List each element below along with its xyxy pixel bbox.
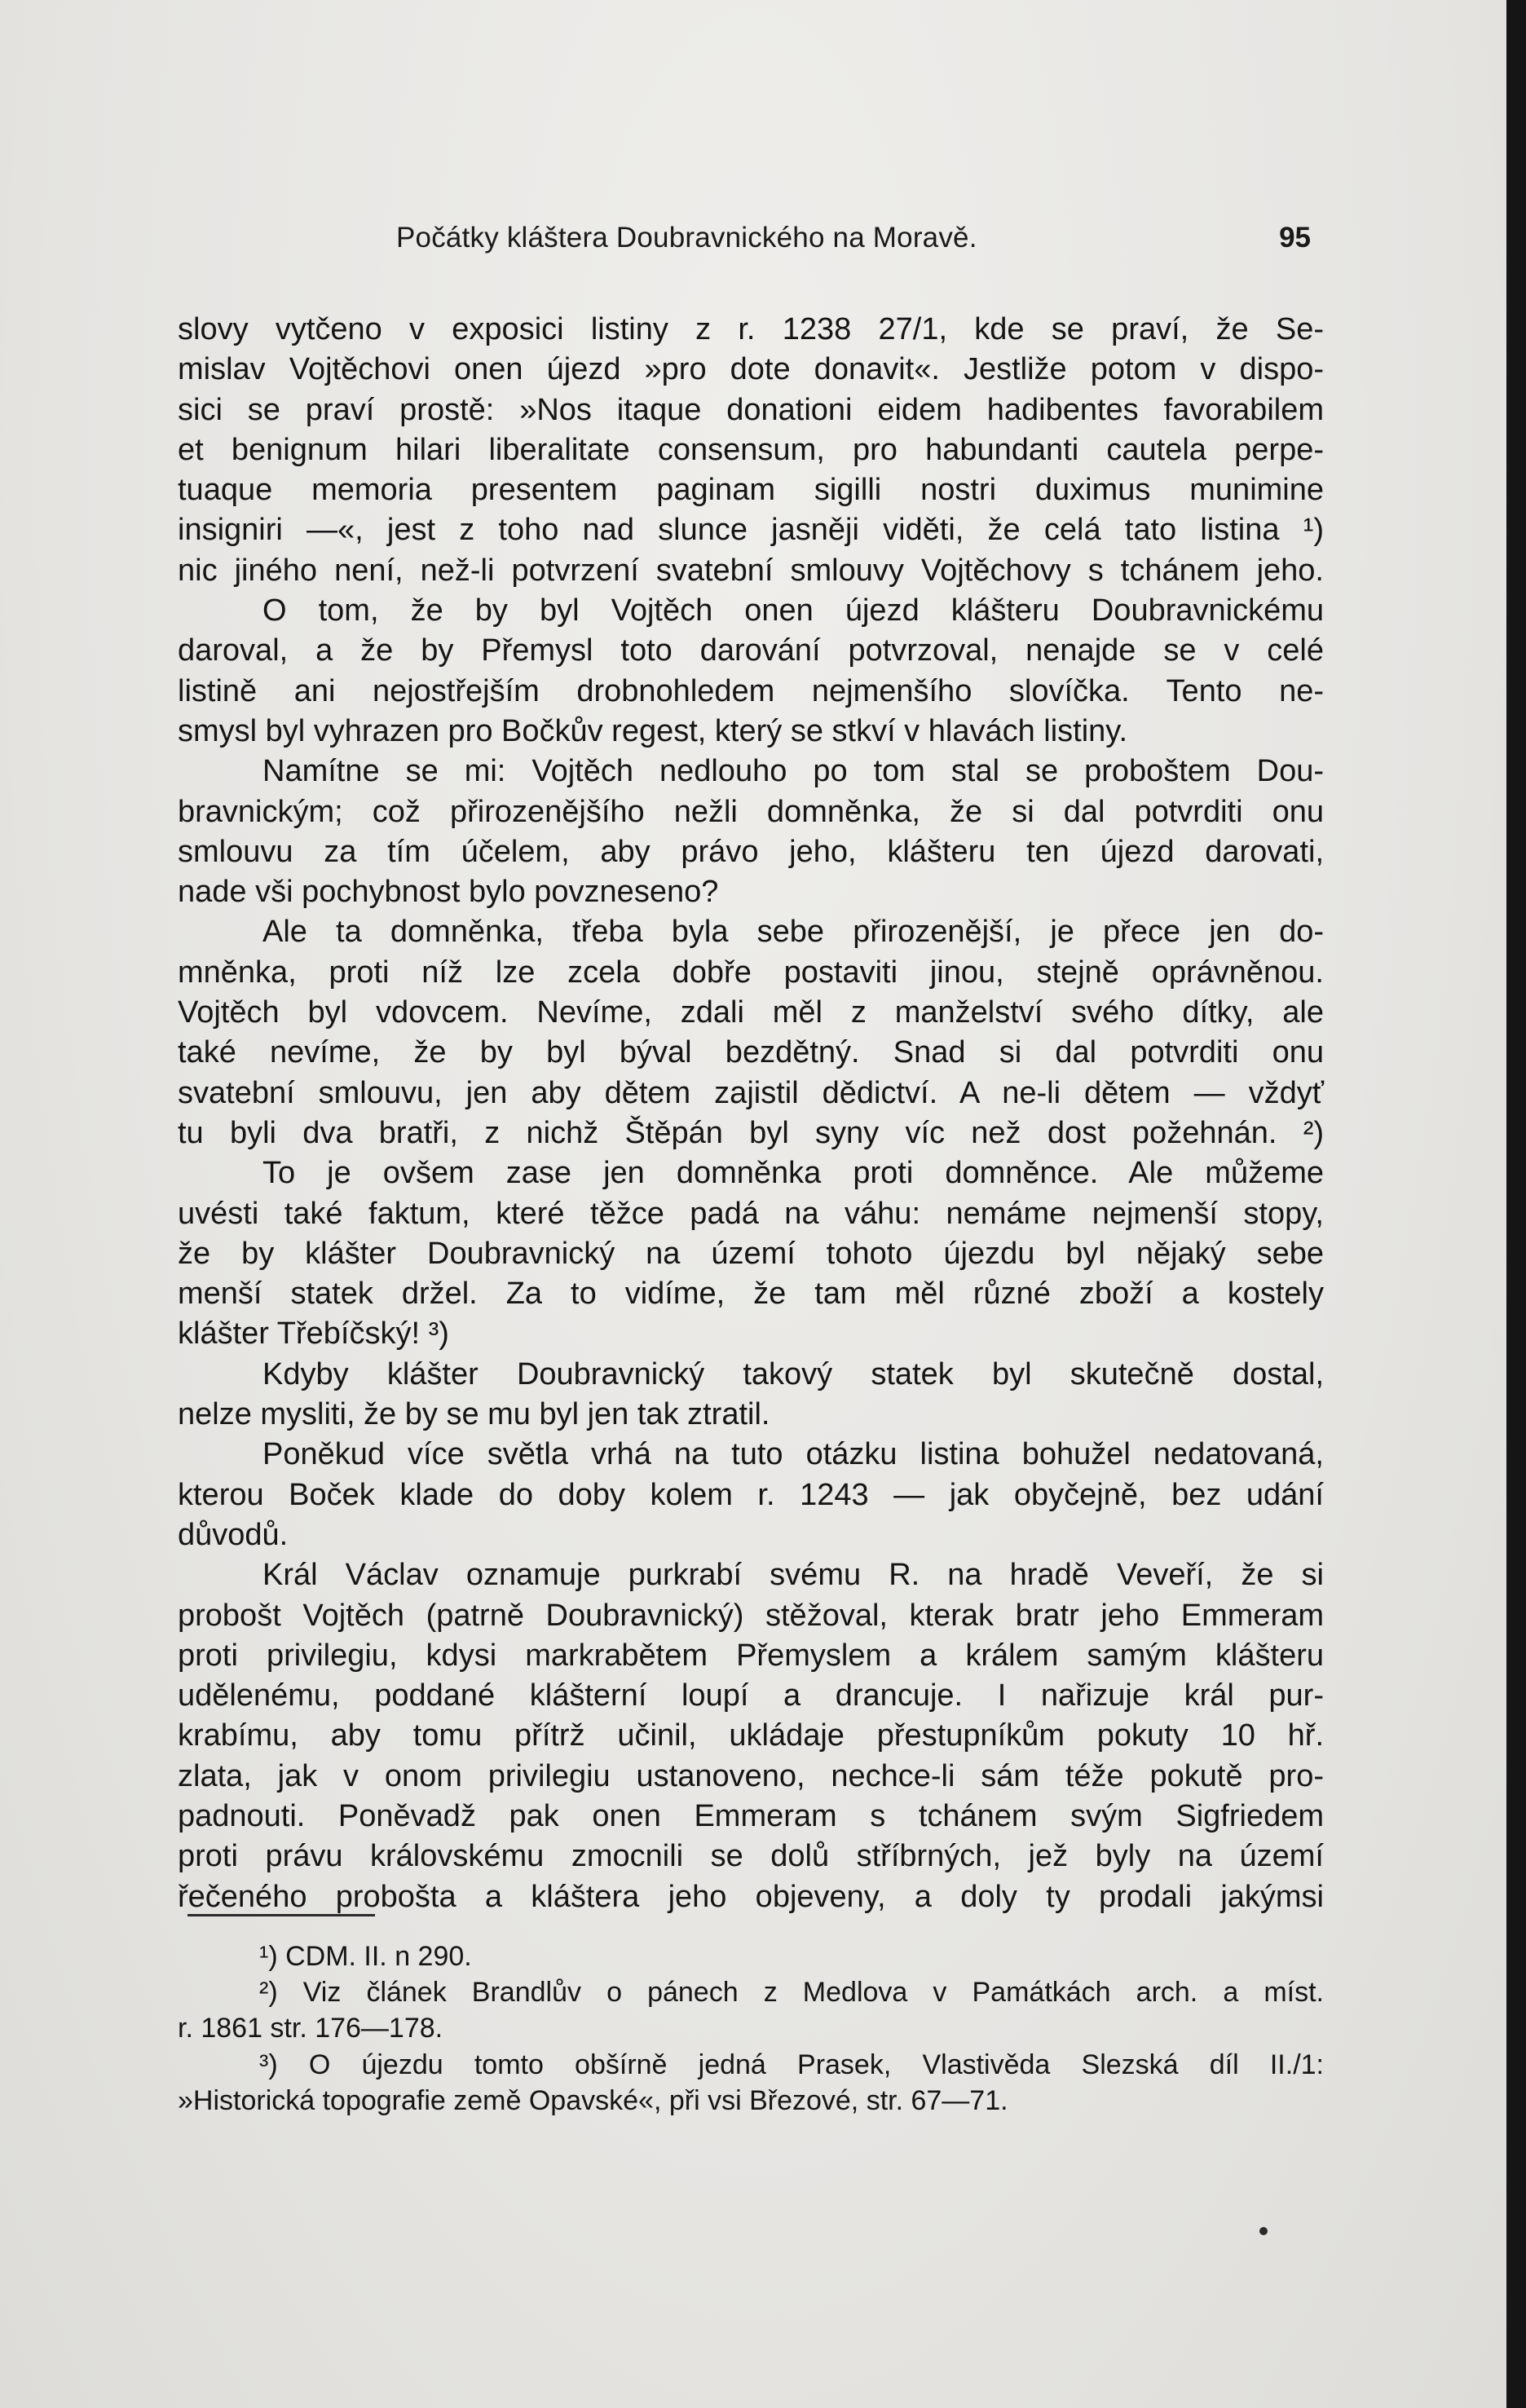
footnote-continuation: r. 1861 str. 176—178. <box>178 2013 443 2044</box>
text-line: et benignum hilari liberalitate consensum, pro habundanti cautela perpe- <box>178 432 1324 467</box>
text-line: nade vši pochybnost bylo povzneseno? <box>178 875 719 910</box>
text-line: insigniri —«, jest z toho nad slunce jasněji viděti, že celá tato listina ¹) <box>178 513 1324 548</box>
text-line: nic jiného není, než-li potvrzení svatební smlouvy Vojtěchovy s tchánem jeho. <box>178 553 1324 588</box>
ink-speck <box>1259 2227 1268 2235</box>
text-line: udělenému, poddané klášterní loupí a drancuje. I nařizuje král pur- <box>178 1678 1324 1713</box>
text-line: sici se praví prostě: »Nos itaque donationi eidem hadibentes favorabilem <box>178 392 1324 427</box>
page-number: 95 <box>1279 222 1311 254</box>
text-line: padnouti. Poněvadž pak onen Emmeram s tchánem svým Sigfriedem <box>178 1798 1324 1833</box>
footnote: ¹) CDM. II. n 290. <box>259 1941 472 1972</box>
text-line: probošt Vojtěch (patrně Doubravnický) stěžoval, kterak bratr jeho Emmeram <box>178 1598 1324 1633</box>
text-line: tu byli dva bratři, z nichž Štěpán byl syny víc než dost požehnán. ²) <box>178 1115 1324 1150</box>
running-title: Počátky kláštera Doubravnického na Moravě. <box>396 222 977 254</box>
text-line: tuaque memoria presentem paginam sigilli nostri duximus munimine <box>178 473 1324 508</box>
text-line: proti právu královskému zmocnili se dolů stříbrných, jež byly na území <box>178 1839 1324 1874</box>
text-line: bravnickým; což přirozenějšího nežli domněnka, že si dal potvrditi onu <box>178 794 1324 829</box>
text-line: Kdyby klášter Doubravnický takový statek byl skutečně dostal, <box>262 1356 1324 1391</box>
text-line: kterou Boček klade do doby kolem r. 1243 — jak obyčejně, bez udání <box>178 1477 1324 1512</box>
text-line: krabímu, aby tomu přítrž učinil, ukládaje přestupníkům pokuty 10 hř. <box>178 1718 1324 1753</box>
text-line: To je ovšem zase jen domněnka proti domněnce. Ale můžeme <box>262 1156 1324 1191</box>
text-line: zlata, jak v onom privilegiu ustanoveno, nechce-li sám téže pokutě pro- <box>178 1758 1324 1793</box>
text-line: řečeného probošta a kláštera jeho objeveny, a doly ty prodali jakýmsi <box>178 1879 1324 1914</box>
text-line: daroval, a že by Přemysl toto darování potvrzoval, nenajde se v celé <box>178 633 1324 668</box>
text-line: menší statek držel. Za to vidíme, že tam měl různé zboží a kostely <box>178 1277 1324 1312</box>
text-line: také nevíme, že by byl býval bezdětný. Snad si dal potvrditi onu <box>178 1035 1324 1070</box>
running-header <box>176 222 1311 262</box>
footnote: ³) O újezdu tomto obšírně jedná Prasek, Vlastivěda Slezská díl II./1: <box>259 2049 1324 2080</box>
text-line: Král Václav oznamuje purkrabí svému R. na hradě Veveří, že si <box>262 1558 1324 1593</box>
text-line: že by klášter Doubravnický na území tohoto újezdu byl nějaký sebe <box>178 1236 1324 1271</box>
text-line: smysl byl vyhrazen pro Bočkův regest, který se stkví v hlavách listiny. <box>178 713 1128 748</box>
footnote: ²) Viz článek Brandlův o pánech z Medlova v Památkách arch. a míst. <box>259 1977 1324 2009</box>
text-line: klášter Třebíčský! ³) <box>178 1316 449 1352</box>
scan-border <box>1506 0 1526 2408</box>
text-line: uvésti také faktum, které těžce padá na váhu: nemáme nejmenší stopy, <box>178 1196 1324 1231</box>
text-line: mněnka, proti níž lze zcela dobře postaviti jinou, stejně oprávněnou. <box>178 955 1324 990</box>
text-line: mislav Vojtěchovi onen újezd »pro dote donavit«. Jestliže potom v dispo- <box>178 352 1324 387</box>
footnote-continuation: »Historická topografie země Opavské«, při vsi Březové, str. 67—71. <box>178 2084 1008 2116</box>
text-line: Namítne se mi: Vojtěch nedlouho po tom stal se proboštem Dou- <box>262 754 1324 789</box>
footnotes <box>178 1938 1324 2119</box>
text-line: Vojtěch byl vdovcem. Nevíme, zdali měl z manželství svého dítky, ale <box>178 995 1324 1030</box>
text-line: důvodů. <box>178 1517 289 1552</box>
text-line: slovy vytčeno v exposici listiny z r. 1238 27/1, kde se praví, že Se- <box>178 312 1324 346</box>
text-line: Poněkud více světla vrhá na tuto otázku listina bohužel nedatovaná, <box>262 1437 1324 1472</box>
text-line: listině ani nejostřejším drobnohledem nejmenšího slovíčka. Tento ne- <box>178 673 1324 708</box>
text-line: Ale ta domněnka, třeba byla sebe přirozenější, je přece jen do- <box>262 915 1324 950</box>
text-line: O tom, že by byl Vojtěch onen újezd klášteru Doubravnickému <box>262 593 1324 628</box>
text-line: proti privilegiu, kdysi markrabětem Přemyslem a králem samým klášteru <box>178 1638 1324 1673</box>
text-line: svatební smlouvu, jen aby dětem zajistil dědictví. A ne-li dětem — vždyť <box>178 1075 1324 1110</box>
body-text <box>178 310 1324 1917</box>
footnote-divider <box>187 1914 375 1916</box>
text-line: smlouvu za tím účelem, aby právo jeho, klášteru ten újezd darovati, <box>178 834 1324 869</box>
text-line: nelze mysliti, že by se mu byl jen tak ztratil. <box>178 1397 770 1432</box>
